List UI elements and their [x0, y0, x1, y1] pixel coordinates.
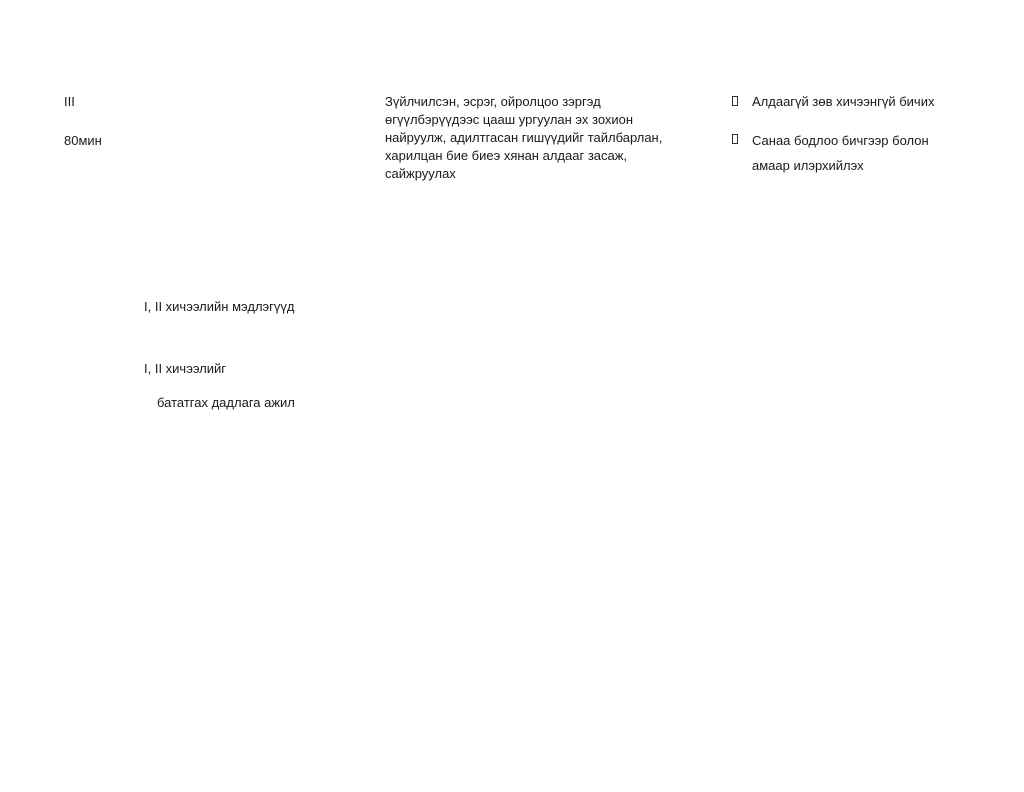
activity-line-5: сайжруулах	[385, 166, 456, 181]
topic-subtitle-continued: бататгах дадлага ажил	[157, 395, 295, 410]
lesson-number: III	[64, 94, 75, 109]
activity-line-2: өгүүлбэрүүдээс цааш ургуулан эх зохион	[385, 112, 634, 127]
outcome-item-1: Алдаагүй зөв хичээнгүй бичих	[752, 94, 935, 109]
checkbox-bullet-icon	[729, 94, 741, 108]
checkbox-bullet-icon	[729, 132, 741, 146]
topic-title: I, II хичээлийн мэдлэгүүд	[144, 299, 295, 314]
outcome-item-2-continued: амаар илэрхийлэх	[752, 158, 864, 173]
activity-line-4: харилцан бие биеэ хянан алдааг засаж,	[385, 148, 628, 163]
activity-line-3: найруулж, адилтгасан гишүүдийг тайлбарлан,	[385, 130, 663, 145]
lesson-duration: 80мин	[64, 133, 102, 148]
activity-line-1: Зүйлчилсэн, эсрэг, ойролцоо зэргэд	[385, 94, 601, 109]
topic-subtitle: I, II хичээлийг	[144, 361, 227, 376]
outcome-item-2: Санаа бодлоо бичгээр болон	[752, 133, 929, 148]
